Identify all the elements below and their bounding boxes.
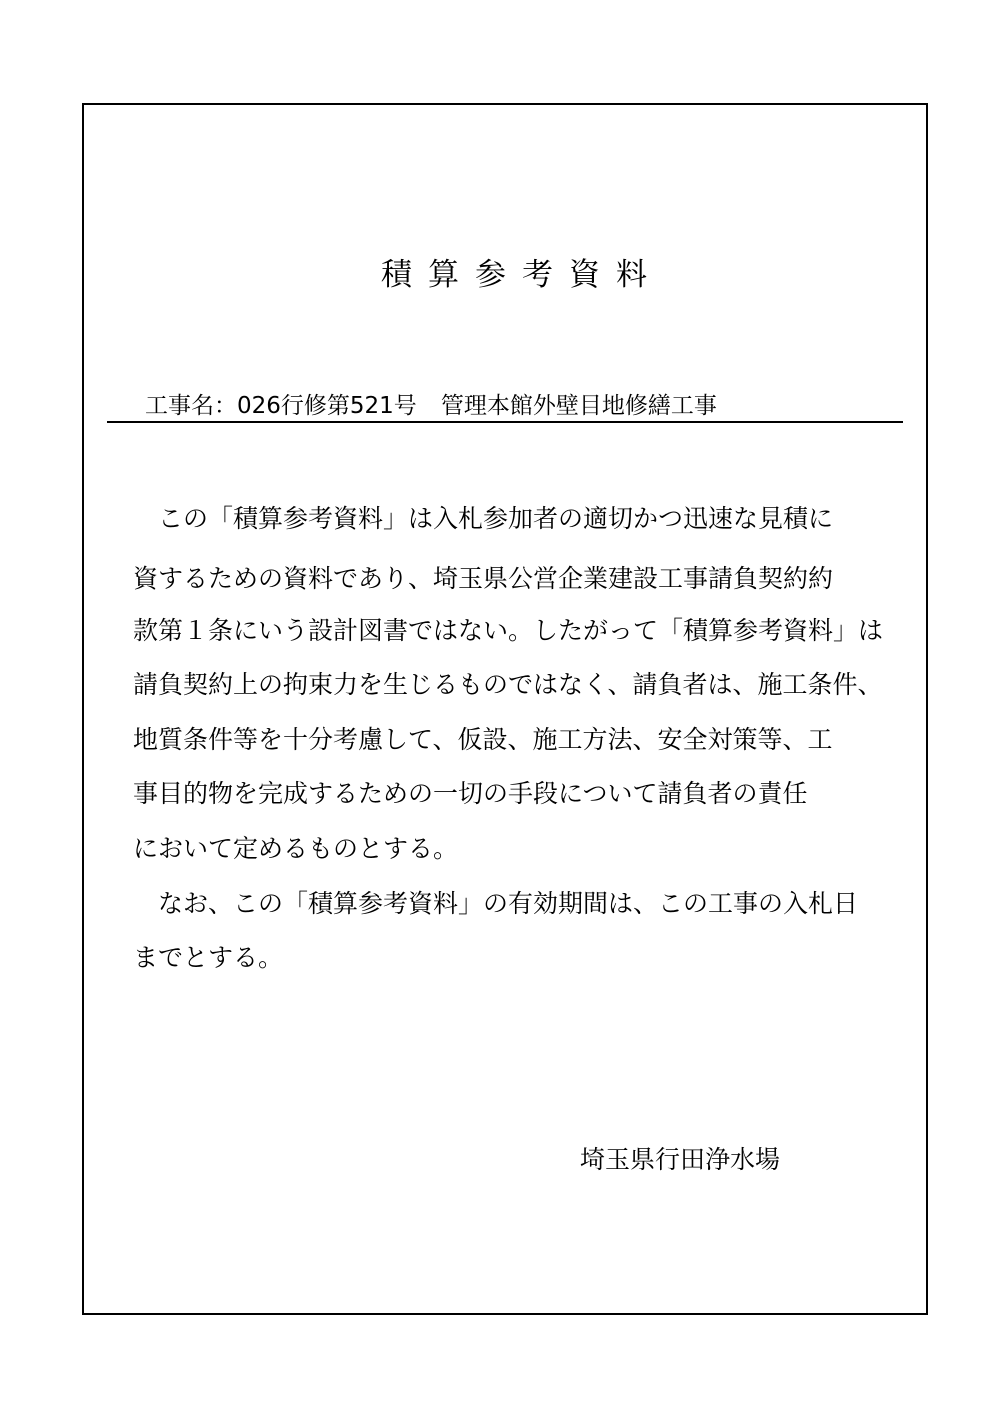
work-name-row	[107, 391, 903, 423]
document-title: 積算参考資料	[381, 257, 663, 293]
body-line: 地質条件等を十分考慮して、仮設、施工方法、安全対策等、工	[133, 725, 833, 754]
issuing-office: 埼玉県行田浄水場	[580, 1145, 781, 1174]
work-name	[145, 391, 717, 421]
body-line: 款第１条にいう設計図書ではない。したがって「積算参考資料」は	[133, 616, 884, 645]
body-line: において定めるものとする。	[133, 834, 459, 863]
body-line: までとする。	[133, 943, 284, 972]
work-number: 026行修第521号	[237, 393, 417, 419]
body-line: この「積算参考資料」は入札参加者の適切かつ迅速な見積に	[133, 504, 834, 533]
body-line: 事目的物を完成するための一切の手段について請負者の責任	[133, 779, 808, 808]
body-line: 請負契約上の拘束力を生じるものではなく、請負者は、施工条件、	[133, 670, 883, 699]
work-name-label: 工事名：	[145, 393, 237, 419]
body-line: 資するための資料であり、埼玉県公営企業建設工事請負契約約	[133, 564, 834, 593]
work-title: 管理本館外壁目地修繕工事	[440, 393, 717, 419]
body-line: なお、この「積算参考資料」の有効期間は、この工事の入札日	[133, 889, 859, 918]
